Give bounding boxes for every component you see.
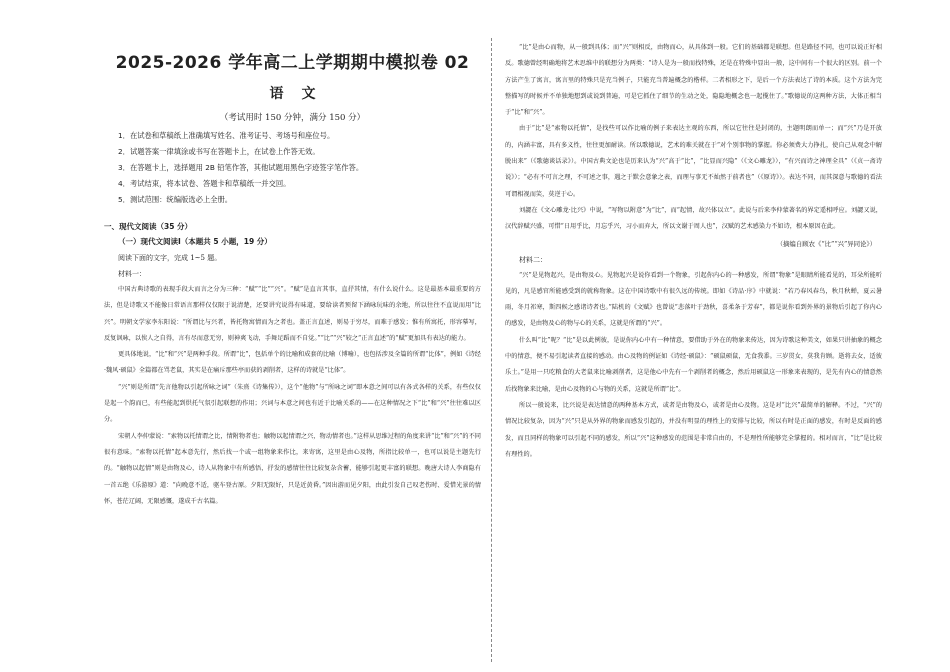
notice-item: 2．试题答案一律填涂或书写在答题卡上，在试卷上作答无效。 — [118, 147, 320, 156]
sub-section-heading: （一）现代文阅读Ⅰ（本题共 5 小题，19 分） — [118, 237, 272, 246]
left-paragraph: 更具体地说，“比”和“兴”是两种手段。所谓“比”，包括单个的比喻和成套的比喻（博喻），也包括涉及全篇的所谓“比体”，例如《诗经·魏风·硕鼠》全篇都在骂老鼠，其实是在痛斥那些亭而获的剥削者，这样的诗就是“比体”。 — [104, 351, 481, 375]
left-paragraph: 中国古典诗歌的表现手段大而言之分为三种：“赋”“比”“兴”。“赋”是直言其事，直抒其情，有什么说什么。这是最基本最重要的方法，但是诗歌又不能像日常语言那样仅仅限于说清楚，还要讲究说得有味道，要给读者预留下涵咏玩味的余地，所以往往不直说而用“比兴”。明朝文学家李东阳说：“所谓比与兴者，皆托物寓情而为之者也。盖正言直述，则易于穷尽，而难于感发；惟有所寓托，形容摹写，反复讽咏，以俟人之自得，言有尽而意无穷，则神爽飞动，手舞足蹈而不自觉。”“比”“兴”较之“正言直述”的“赋”更加具有表达的能力。 — [104, 286, 481, 342]
right-paragraph: 什么叫“比”呢？“比”是以此例彼，是说你内心中有一种情意，要借助于外在的物象来传达，因为诗歌这种美文，如果只讲抽象的概念中的情意，便不易引起读者直接的感动。由心及物的例证如《诗经·硕鼠》：“硕鼠硕鼠，无食我黍。三岁贯女，莫我肯顾。逝将去女，适彼乐土。”是用一只吃粮食的大老鼠来比喻剥削者，这是他心中先有一个剥削者的概念，然后用硕鼠这一形象来表现的，是先有内心的情意然后找物象来比喻，是由心及物的心与物的关系，这就是所谓“比”。 — [505, 336, 882, 393]
right-paragraph: “兴”是见物起兴，是由物及心。见物起兴是说你看到一个物象，引起你内心的一种感发，所谓“物象”是眼睛所能看见的，耳朵所能听见的，凡是感官所能感受到的就称物象。这在中国诗歌中有很久远的传统。即如《诗品·序》中就说：“若乃春风春鸟，秋月秋蝉，夏云暑雨，冬月祁寒，斯四候之感诸诗者也。”陆机的《文赋》也曾说“悲落叶于劲秋，喜柔条于芳春”，都是说你看到外界的景物后引起了你内心的感发，是由物及心的物与心的关系，这就是所谓的“兴”。 — [505, 271, 882, 328]
left-paragraph: “兴”则是所谓“先言他物以引起所咏之词”（朱熹《诗集传》），这个“他物”与“所咏之词”即本意之间可以有各式各样的关系，有些仅仅是起一个韵而已，有些能起到烘托气氛引起联想的作用；兴词与本意之间也有近于比喻关系的——在这种情况之下“比”和“兴”往往难以区分。 — [104, 383, 481, 424]
exam-title: 2025-2026 学年高二上学期期中模拟卷 02 — [115, 53, 470, 73]
subject-title: 语文 — [269, 86, 334, 102]
notice-list — [104, 128, 481, 208]
exam-meta: （考试用时 150 分钟，满分 150 分） — [219, 113, 366, 123]
notice-item: 4．考试结束，将本试卷、答题卡和草稿纸一并交回。 — [118, 179, 291, 188]
column-divider — [491, 38, 492, 662]
left-column — [104, 40, 481, 510]
notice-item: 1．在试卷和草稿纸上准确填写姓名、准考证号、考场号和座位号。 — [118, 131, 335, 140]
section-heading: 一、现代文阅读（35 分） — [104, 222, 193, 231]
reading-instruction: 阅读下面的文字，完成 1~5 题。 — [118, 254, 222, 262]
right-paragraph: “比”是由心而物，从一般到具体；而“兴”则相反，由物而心，从具体到一般。它们的基础都是联想。但是路径不同，也可以说正好相反。歌德曾经明确地将艺术思维中的联想分为两类：“诗人是为一般而找特殊，还是在特殊中显出一般，这中间有一个很大的区别。前一个方法产生了寓言，寓言里的特殊只是充当例子，只能充当普遍概念的楷样。二者相形之下，是后一个方法表达了诗的本质。这个方法为完整描写的时候并不单独地想到或说到普遍，可是它抓住了细节的生动之处，隐隐地概念也一起揽住了。”歌德说的这两种方法，大体正相当于“比”和“兴”。 — [505, 44, 882, 117]
right-column — [505, 40, 882, 463]
right-paragraph: 所以一般说来，比兴说是表达情意的两种基本方式，或者是由物及心，或者是由心及物。这是对“比兴”最简单的解释。不过，“兴”的情况比较复杂，因为“兴”只是从外界的物象而感发引起的，并没有明显的理性上的安排与比较，所以有时是正面的感发，有时是反面的感发，而且同样的物象可以引起不同的感发，所以“兴”这种感发的范围是非常自由的，不是理性所能够完全掌握的。相对而言，“比”是比较有理性的。 — [505, 401, 882, 458]
material-one-label: 材料一： — [118, 270, 146, 278]
source-citation: （摘编自顾农《“比”“兴”异同论》） — [776, 239, 876, 248]
left-paragraph: 宋朝人李仲蒙说：“索物以托情谓之比，情附物者也；触物以起情谓之兴，物动情者也。”这样从思维过程的角度来讲“比”和“兴”的不同很有意味。“索物以托情”起本意先行，然后找一个或一组物象来作比，来寄寓，这里是由心及物，所指比较单一，也可以说是主题先行的。“触物以起情”则是由物及心，诗人从物象中有所感悟，抒发的感情往往比较复杂含蓄，能够引起更丰富的联想。晚唐大诗人李商隐有一首五绝《乐游原》道：“向晚意不适，驱车登古原。夕阳无限好，只是近黄昏。”因出游而见夕阳，由此引发自己叹老伤时、爱惜光景的情怀，苍茫辽阔，无限感慨，遂成千古名篇。 — [104, 432, 481, 505]
notice-item: 5．测试范围：统编版选必上全册。 — [118, 195, 233, 204]
notice-item: 3．在答题卡上，选择题用 2B 铅笔作答，其他试题用黑色字迹签字笔作答。 — [118, 163, 364, 172]
right-paragraph: 刘勰在《文心雕龙·比兴》中说，“写物以附意”为“比”，而“起情，故兴体以立”。此说与后来李仲蒙著名的界定遥相呼应。刘勰又说，汉代辞赋兴盛，可惜“日用乎比，月忘乎兴，习小而弃大，所以文谢于周人也”，汉赋的艺术感染力不如诗，根本原因在此。 — [505, 206, 882, 231]
right-paragraph: 由于“比”是“索物以托情”，是找些可以作比喻的例子来表达主观的东西，所以它往往是封闭的，主题明朗而单一；而“兴”乃是开放的，内涵丰富，具有多义性，往往更加耐读。所以歌德说，艺术的难关就在于“对个别事物的掌握。你必须费大力挣扎，使自己从观念中解脱出来”（《歌德谈话录》）。中国古典文论也是历来认为“兴”高于“比”，“比显而兴隐”（《文心雕龙》），“有兴而诗之神理全具”（《贞一斋诗说》）；“必有不可言之理，不可述之事，遇之于默会意象之表，而理与事无不灿然于前者也”（《原诗》）。表达不同，而其深意与歌德的看法可谓相视而笑，莫逆于心。 — [505, 125, 882, 198]
material-two-label: 材料二： — [519, 255, 547, 264]
